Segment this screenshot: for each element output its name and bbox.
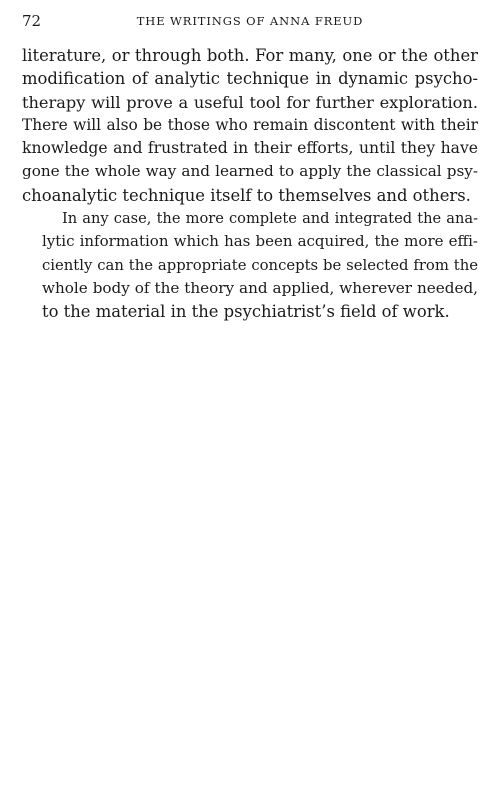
paragraph-2 [22,207,478,323]
body-text [22,44,478,324]
text-line: literature, or through both. For many, one or the other [22,46,478,65]
text-line: ciently can the appropriate concepts be selected from the [42,256,478,274]
text-line: to the material in the psychiatrist’s field of work. [42,302,450,322]
text-line: choanalytic technique itself to themselves and others. [22,185,471,205]
text-line: therapy will prove a useful tool for further exploration. [22,92,478,112]
page-number: 72 [22,12,42,30]
paragraph-1 [22,44,478,207]
text-line: knowledge and frustrated in their efforts, until they have [22,139,478,158]
text-line: gone the whole way and learned to apply the classical psy- [22,162,478,181]
text-line: In any case, the more complete and integrated the ana- [62,210,478,228]
text-line: whole body of the theory and applied, wherever needed, [42,278,478,297]
text-line: lytic information which has been acquired, the more effi- [42,232,478,251]
text-line: modification of analytic technique in dynamic psycho- [22,69,478,89]
text-line: There will also be those who remain discontent with their [22,115,478,134]
running-title: THE WRITINGS OF ANNA FREUD [136,14,364,28]
running-head [22,12,478,30]
